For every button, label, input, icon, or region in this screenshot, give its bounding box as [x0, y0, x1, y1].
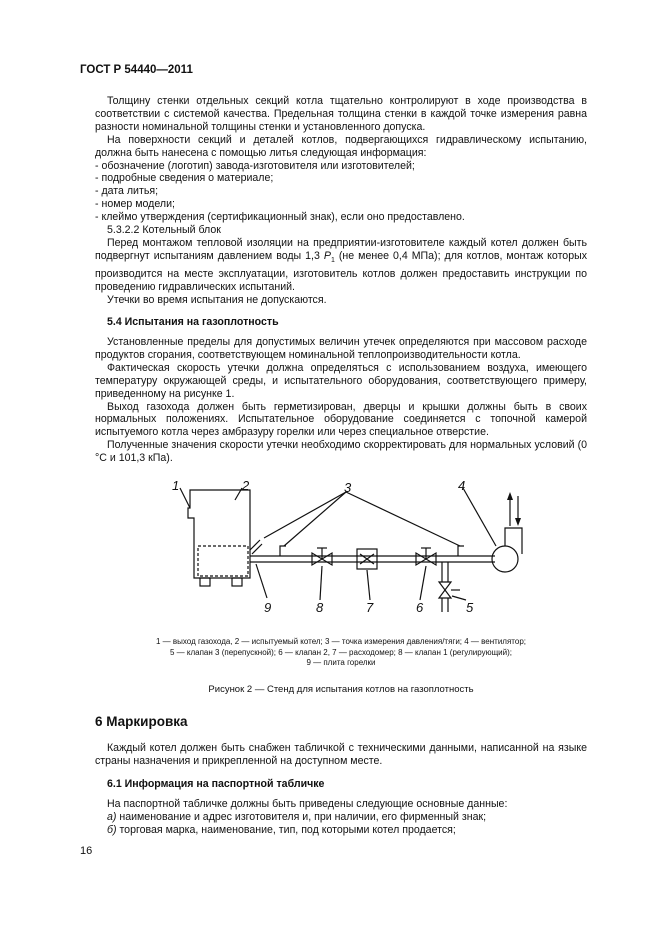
leader-line — [452, 596, 466, 600]
burner-plate — [250, 540, 262, 554]
label-1: 1 — [172, 478, 180, 493]
paragraph: Каждый котел должен быть снабжен табличкой с техническими данными, написанной на языке страны назначения и прикрепленной на доступном месте. — [95, 742, 587, 767]
legend-line: 9 — плита горелки — [306, 658, 376, 667]
list-marker: б) — [107, 823, 117, 836]
section-title-6-1: 6.1 Информация на паспортной табличке — [107, 778, 325, 790]
leader-line — [256, 564, 267, 598]
pressure-tap-2 — [458, 546, 464, 556]
paragraph: Фактическая скорость утечки должна определяться с использованием воздуха, имеющего температуру окружающей среды, и испытательного оборудования, соответствующего примеру, приведенному на рисунке 1. — [95, 361, 587, 400]
legend-line: 1 — выход газохода, 2 — испытуемый котел; 3 — точка измерения давления/тяги; 4 — вентилятор; — [156, 637, 526, 646]
leader-line — [320, 566, 322, 600]
test-stand-diagram — [160, 478, 540, 618]
leader-line — [180, 488, 190, 508]
text-block-nameplate — [95, 798, 587, 837]
leader-line — [420, 566, 426, 600]
pressure-subscript: 1 — [330, 256, 335, 264]
list-text: торговая марка, наименование, тип, под которыми котел продается; — [116, 823, 456, 836]
text-block-boiler-sections — [95, 95, 587, 307]
leader-line — [463, 488, 496, 546]
subsection-heading: 5.3.2.2 Котельный блок — [107, 224, 221, 237]
figure-legend — [95, 637, 587, 669]
boiler-foot — [200, 578, 210, 586]
text-run: Перед монтажом тепловой изоляции на предприятии-изготовителе каждый котел должен быть подвергнут испытаниям давлением воды 1,3 — [95, 236, 587, 262]
list-text: наименование и адрес изготовителя и, при наличии, его фирменный знак; — [116, 810, 487, 823]
page-number: 16 — [80, 845, 93, 857]
list-item: - клеймо утверждения (сертификационный знак), если оно предоставлено. — [95, 211, 465, 224]
leader-line — [284, 492, 346, 546]
arrow-head — [507, 492, 513, 500]
paragraph: Толщину стенки отдельных секций котла тщательно контролируют в ходе производства в соответствии с системой качества. Предельная толщина стенки в каждой точке измерения равна разности номинальной толщины стенки и установленного допуска. — [95, 95, 587, 133]
fan-housing — [505, 528, 522, 554]
paragraph — [95, 237, 587, 294]
text-block-marking — [95, 742, 587, 768]
list-item-a — [95, 811, 587, 824]
label-8: 8 — [316, 600, 324, 615]
standard-header: ГОСТ Р 54440—2011 — [80, 64, 193, 76]
label-6: 6 — [416, 600, 424, 615]
legend-line: 5 — клапан 3 (перепускной); 6 — клапан 2, 7 — расходомер; 8 — клапан 1 (регулирующий); — [170, 647, 512, 657]
paragraph: Полученные значения скорости утечки необходимо скорректировать для нормальных условий (0 °С и 101,3 кПа). — [95, 439, 587, 465]
label-2: 2 — [242, 478, 250, 493]
leader-line — [367, 570, 370, 600]
leader-line — [346, 492, 460, 546]
list-marker: а) — [107, 810, 117, 823]
list-item: - номер модели; — [95, 198, 175, 211]
boiler-foot — [232, 578, 242, 586]
label-7: 7 — [366, 600, 374, 615]
valve-3 — [439, 582, 451, 598]
list-item: - дата литья; — [95, 185, 159, 198]
pressure-tap-1 — [280, 546, 286, 556]
list-item: - подробные сведения о материале; — [95, 172, 274, 185]
label-5: 5 — [466, 600, 474, 615]
list-item: - обозначение (логотип) завода-изготовителя или изготовителей; — [95, 159, 415, 172]
paragraph: На паспортной табличке должны быть приведены следующие основные данные: — [107, 798, 508, 810]
paragraph: Утечки во время испытания не допускаются. — [107, 293, 327, 306]
paragraph: Выход газохода должен быть герметизирован, дверцы и крышки должны быть в своих нормальных положениях. Испытательное оборудование соединяется с топочной камерой испытуемого котла через амбразуру горелки или через специальное отверстие. — [95, 400, 587, 439]
fan — [492, 546, 518, 572]
text-block-gas-tightness — [95, 336, 587, 465]
text-run: (не менее 0,4 МПа); для котлов, монтаж которых производится на месте эксплуатации, изготовитель котлов должен предоставить инструкции по проведению гидравлических испытаний. — [95, 249, 588, 293]
paragraph: Установленные пределы для допустимых величин утечек определяются при массовом расходе продуктов сгорания, соответствующем номинальной теплопроизводительности котла. — [95, 336, 587, 361]
label-9: 9 — [264, 600, 272, 615]
pressure-symbol: P — [323, 249, 331, 262]
boiler-body — [188, 490, 250, 578]
list-item-b — [95, 824, 587, 837]
combustion-chamber — [198, 546, 248, 576]
figure-caption: Рисунок 2 — Стенд для испытания котлов на газоплотность — [208, 684, 474, 695]
section-title-5-4: 5.4 Испытания на газоплотность — [107, 316, 279, 328]
paragraph: На поверхности секций и деталей котлов, подвергающихся гидравлическому испытанию, должна быть нанесена с помощью литья следующая информация: — [95, 133, 587, 159]
arrow-head — [515, 518, 521, 526]
section-title-6: 6 Маркировка — [95, 714, 188, 729]
leader-line — [264, 492, 346, 538]
label-4: 4 — [458, 478, 466, 493]
label-3: 3 — [344, 480, 352, 495]
